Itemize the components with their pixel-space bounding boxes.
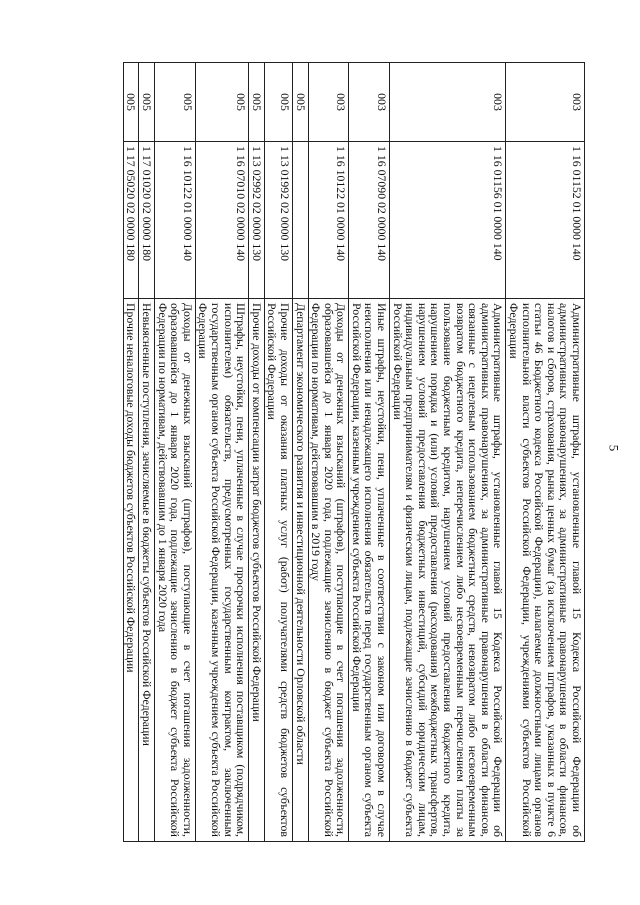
table-row (292, 63, 308, 842)
table-row (123, 63, 139, 842)
revenue-code-cell: 1 16 07010 02 0000 140 (195, 142, 248, 299)
table-row (349, 63, 390, 842)
admin-code-cell: 005 (123, 63, 139, 142)
revenue-name-cell: Административные штрафы, установленные главой 15 Кодекса Российской Федерации об административных правонарушениях, за административные правонарушения в области финансов, связанные с нецелевым использованием бюджетных средств, невозвратом либо несвоевременным возвратом бюджетного кредита, неперечислением либо несвоевременным перечислением платы за пользование бюджетным кредитом, нарушением условий предоставления бюджетного кредита, нарушением порядка и (или) условий предоставления (расходования) межбюджетных трансфертов, нарушением условий предоставления бюджетных инвестиций, субсидий юридическим лицам, индивидуальным предпринимателям и физическим лицам, подлежащие зачислению в бюджет субъекта Российской Федерации (390, 299, 506, 842)
revenue-name-cell: Иные штрафы, неустойки, пени, уплаченные в соответствии с законом или договором в случае неисполнения или ненадлежащего исполнения обязательств перед государственным органом субъекта Российской Федерации, казенным учреждением субъекта Российской Федерации (349, 299, 390, 842)
revenue-code-cell: 1 17 05020 02 0000 180 (123, 142, 139, 299)
table-row (390, 63, 506, 842)
revenue-name-cell: Штрафы, неустойки, пени, уплаченные в случае просрочки исполнения поставщиком (подрядчиком, исполнителем) обязательств, предусмотренных государственным контрактом, заключенным государственным органом субъекта Российской Федерации, казенным учреждением субъекта Российской Федерации (195, 299, 248, 842)
revenue-name-cell: Невыясненные поступления, зачисляемые в бюджеты субъектов Российской Федерации (139, 299, 155, 842)
admin-code-cell: 003 (506, 63, 585, 142)
table-row (308, 63, 349, 842)
admin-code-cell: 005 (249, 63, 265, 142)
table-row (139, 63, 155, 842)
revenue-code-cell: 1 16 10122 01 0000 140 (308, 142, 349, 299)
table-row (264, 63, 292, 842)
revenue-name-cell: Доходы от денежных взысканий (штрафов), поступающие в счет погашения задолженности, образовавшейся до 1 января 2020 года, подлежащие зачислению в бюджет субъекта Российской Федерации по нормативам, действовавшим до 1 января 2020 года (155, 299, 196, 842)
admin-code-cell: 005 (264, 63, 292, 142)
admin-code-cell: 003 (308, 63, 349, 142)
revenue-name-cell: Доходы от денежных взысканий (штрафов), поступающие в счет погашения задолженности, образовавшейся до 1 января 2020 года, подлежащие зачислению в бюджет субъекта Российской Федерации по нормативам, действовавшим в 2019 году (308, 299, 349, 842)
revenue-code-cell: 1 17 01020 02 0000 180 (139, 142, 155, 299)
revenue-code-cell: 1 16 07090 02 0000 140 (349, 142, 390, 299)
table-row (506, 63, 585, 842)
rotated-page-content (60, 62, 585, 842)
admin-code-cell: 003 (349, 63, 390, 142)
admin-code-cell: 005 (195, 63, 248, 142)
revenue-code-cell: 1 16 01156 01 0000 140 (390, 142, 506, 299)
revenue-name-cell: Административные штрафы, установленные главой 15 Кодекса Российской Федерации об административных правонарушениях, за административные правонарушения в области финансов, налогов и сборов, страхования, рынка ценных бумаг (за исключением штрафов, указанных в пункте 6 статьи 46 Бюджетного кодекса Российской Федерации), налагаемые должностными лицами органов исполнительной власти субъектов Российской Федерации, учреждениями субъектов Российской Федерации (506, 299, 585, 842)
table-row (195, 63, 248, 842)
revenue-code-cell: 1 13 01992 02 0000 130 (264, 142, 292, 299)
department-name-cell: Департамент экономического развития и инвестиционной деятельности Орловской области (292, 299, 308, 842)
table-row (155, 63, 196, 842)
admin-code-cell: 003 (390, 63, 506, 142)
revenue-codes-table (123, 62, 585, 842)
table-row (249, 63, 265, 842)
revenue-name-cell: Прочие доходы от оказания платных услуг (работ) получателями средств бюджетов субъектов Российской Федерации (264, 299, 292, 842)
admin-code-cell: 005 (139, 63, 155, 142)
revenue-code-cell: 1 16 10122 01 0000 140 (155, 142, 196, 299)
revenue-code-cell (292, 142, 308, 299)
revenue-code-cell: 1 13 02992 02 0000 130 (249, 142, 265, 299)
revenue-name-cell: Прочие неналоговые доходы бюджетов субъектов Российской Федерации (123, 299, 139, 842)
admin-code-cell: 005 (292, 63, 308, 142)
revenue-name-cell: Прочие доходы от компенсации затрат бюджетов субъектов Российской Федерации (249, 299, 265, 842)
page-number: 5 (605, 444, 621, 452)
admin-code-cell: 005 (155, 63, 196, 142)
revenue-code-cell: 1 16 01152 01 0000 140 (506, 142, 585, 299)
